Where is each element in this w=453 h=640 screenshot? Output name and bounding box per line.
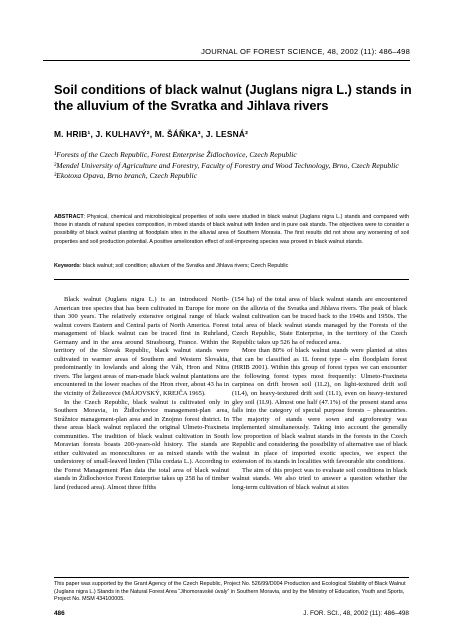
keywords	[54, 262, 409, 270]
journal-header: JOURNAL OF FOREST SCIENCE, 48, 2002 (11): 486–498	[201, 47, 410, 56]
affiliation-3: ³Ekotoxa Opava, Brno branch, Czech Republic	[54, 171, 197, 181]
paragraph: Black walnut (Juglans nigra L.) is an introduced North-American tree species that has been cultivated in Europe for more than 300 years. The relatively extensive original range of black walnut covers Eastern and Central parts of North America. Forest management of black walnut can be traced first in Ruhrland, Germany and in the area around Strasbourg, France. Within the territory of the Slovak Republic, black walnut stands were cultivated in warmer areas of Southern and Western Slovakia, predominantly in lowlands and along the Váh, Hron and Nitra rivers. The largest areas of man-made black walnut plantations are encountered in the lower reaches of the Hron river, about 43 ha in the vicinity of Želiezovce (MÁJOVSKÝ, KREJČA 1965).	[54, 296, 229, 398]
affiliation-2: ²Mendel University of Agriculture and Forestry, Faculty of Forestry and Wood Technology, Brno, Czech Republic	[54, 160, 399, 170]
keywords-text: : black walnut; soil condition; alluvium of the Svratka and Jihlava rivers; Czech Republic	[79, 263, 289, 269]
keywords-label: Keywords	[54, 263, 80, 269]
author-list: M. HRIB¹, J. KULHAVÝ², M. ŠÁŇKA³, J. LESNÁ²	[54, 129, 249, 139]
footnote: This paper was supported by the Grant Agency of the Czech Republic, Project No. 526/99/D004 Production and Ecological Stability of Black Walnut (Juglans nigra L.) Stands in the Natural Forest Area “Jihomoravské úvaly” in Southern Moravia, and by the Ministry of Education, Youth and Sports, Project No. MSM 434100005.	[54, 581, 406, 602]
article-title: Soil conditions of black walnut (Juglans nigra L.) stands in the alluvium of the Svratka and Jihlava rivers	[54, 82, 412, 113]
header-rule	[43, 60, 410, 61]
body-column-left	[54, 296, 229, 493]
footnote-rule	[54, 577, 409, 578]
abstract	[54, 213, 409, 246]
paragraph: More than 80% of black walnut stands were planted at sites that can be classified as 1L forest type – elm floodplain forest (HRIB 2001). Within this group of forest types we can encounter the following forest types most frequently: Ulmeto-Fraxineta carpinea on drift brown soil (1L2), on light-textured drift soil (1L4), on heavy-textured drift soil (1L1), even on heavy-textured gley soil (1L9). Almost one half (47.1%) of the present stand area falls into the category of special purpose forests – pheasantries. The majority of stands were sown and agroforestry was implemented simultaneously. Taking into account the generally low proportion of black walnut stands in the forests in the Czech Republic and considering the possibility of alternative use of black walnut in place of imported exotic species, we expect the extension of its stands in localities with favourable site conditions.	[232, 347, 407, 466]
abstract-label: ABSTRACT	[54, 214, 84, 220]
abstract-text: : Physical, chemical and microbiological properties of soils were studied in black walnut (Juglans nigra L.) stands and compared with those in stands of natural species composition, in mixed stands of black walnut with linden and in pure oak stands. The objectives were to consider a possibility of black walnut planting at floodplain sites in the alluvial area of Southern Moravia. The first results did not show any worsening of soil properties and soil production potential. A positive amelioration effect of soil-improving species was proved in black walnut stands.	[54, 214, 409, 245]
page-number: 486	[54, 610, 65, 617]
body-column-right	[232, 296, 407, 493]
paragraph: The aim of this project was to evaluate soil conditions in black walnut stands. We also tried to answer a question whether the long-term cultivation of black walnut at sites	[232, 466, 407, 492]
section-rule	[54, 279, 409, 280]
paragraph: In the Czech Republic, black walnut is cultivated only in Southern Moravia, in Židlochovice management-plan area, Strážnice management-plan area and in Znojmo forest district. In these areas black walnut replaced the original Ulmeto-Fraxineta communities. The tradition of black walnut cultivation in South Moravian forests boasts 200-years-old history. The stands are either cultivated as monocultures or as mixed stands with the understorey of small-leaved linden (Tilia cordata L.). According to the Forest Management Plan data the total area of black walnut stands in Židlochovice Forest Enterprise takes up 258 ha of timber land (reduced area). Almost three fifths	[54, 398, 229, 492]
affiliations	[54, 150, 414, 182]
paragraph: (154 ha) of the total area of black walnut stands are encountered on the alluvia of the Svratka and Jihlava rivers. The peak of black walnut cultivation can be traced back to the 1940s and 1950s. The total area of black walnut stands managed by the Forests of the Czech Republic, State Enterprise, in the territory of the Czech Republic takes up 526 ha of reduced area.	[232, 296, 407, 346]
footer-journal-ref: J. FOR. SCI., 48, 2002 (11): 486–498	[303, 610, 409, 617]
affiliation-1: ¹Forests of the Czech Republic, Forest Enterprise Židlochovice, Czech Republic	[54, 150, 297, 159]
